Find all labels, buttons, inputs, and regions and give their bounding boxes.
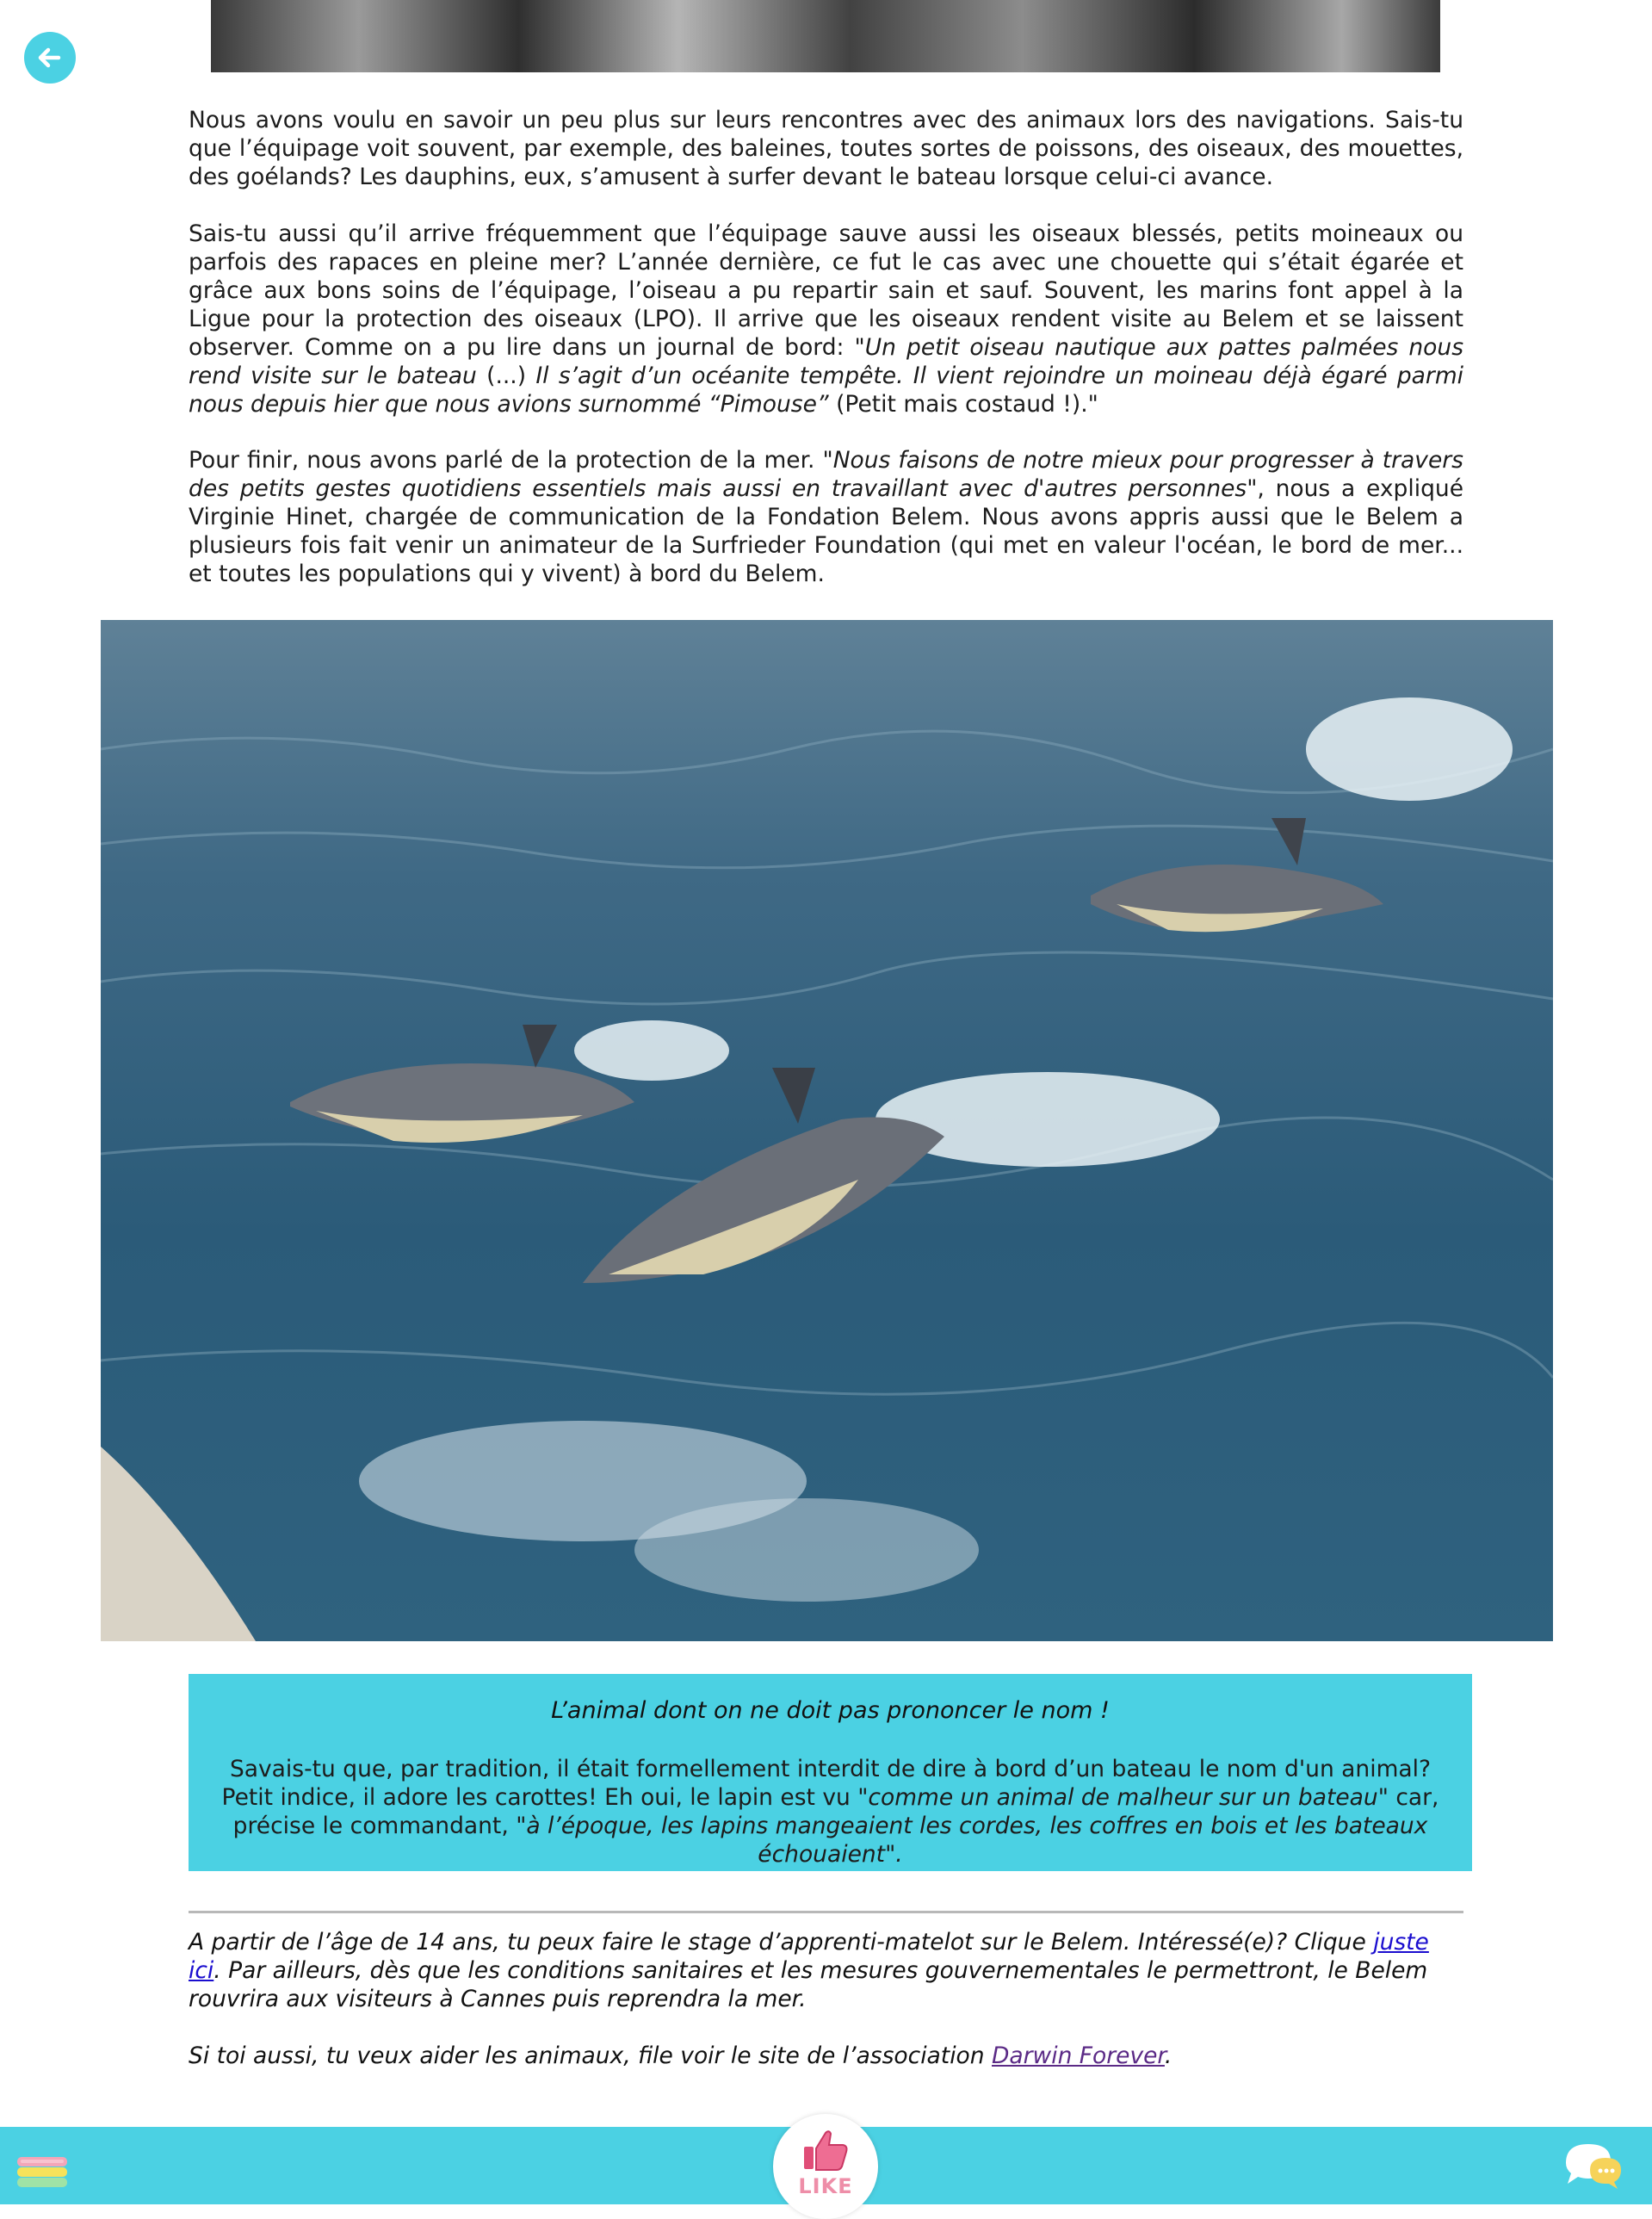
thumbs-up-icon <box>802 2129 849 2173</box>
note-text: A partir de l’âge de 14 ans, tu peux faire le stage d’apprenti-matelot sur le Belem. Intéressé(e)? Clique <box>189 1929 1374 1956</box>
article-paragraph-encounters <box>189 106 1463 191</box>
juste-ici-link[interactable]: juste ici <box>189 1929 1429 1984</box>
callout-text: car, précise le commandant, <box>232 1784 1439 1839</box>
arrow-left-icon <box>33 40 67 75</box>
note-text: . <box>1164 2042 1172 2069</box>
note-text: Si toi aussi, tu veux aider les animaux, file voir le site de l’association <box>189 2042 992 2069</box>
chat-bubbles-icon[interactable] <box>1561 2139 1623 2191</box>
logbook-quote: Un petit oiseau nautique aux pattes palmées nous rend visite sur le bateau <box>189 334 1464 389</box>
like-button[interactable] <box>773 2114 878 2219</box>
footer-notes <box>189 1928 1463 2070</box>
callout-text: Savais-tu que, par tradition, il était formellement interdit de dire à bord d’un bateau le nom d'un animal? Petit indice, il adore les carottes! Eh oui, le lapin est vu <box>221 1756 1432 1811</box>
rabbit-callout-box <box>189 1674 1472 1871</box>
callout-quote: "comme un animal de malheur sur un bateau" <box>857 1784 1389 1811</box>
paragraph-text: Nous avons voulu en savoir un peu plus sur leurs rencontres avec des animaux lors des navigations. Sais-tu que l’équipage voit souvent, par exemple, des baleines, toutes sortes de poissons, des oiseaux, des mouettes, des goélands? Les dauphins, eux, s’amusent à surfer devant le bateau lorsque celui-ci avance. <box>189 107 1463 190</box>
top-photo-strip <box>211 0 1440 72</box>
paragraph-text: , nous a expliqué Virginie Hinet, chargée de communication de la Fondation Belem. Nous avons appris aussi que le Belem a plusieurs fois fait venir un animateur de la Surfrieder Foundation (qui met en valeur l'océan, le bord de mer... et toutes les populations qui y vivent) à bord du Belem. <box>189 475 1464 587</box>
darwin-forever-link[interactable]: Darwin Forever <box>992 2042 1165 2069</box>
article-paragraph-protection <box>189 446 1463 588</box>
paragraph-text: Sais-tu aussi qu’il arrive fréquemment que l’équipage sauve aussi les oiseaux blessés, petits moineaux ou parfois des rapaces en pleine mer? L’année dernière, ce fut le cas avec une chouette qui s’était égarée et grâce aux bons soins de l’équipage, l’oiseau a pu repartir sain et sauf. Souvent, les marins font appel à la Ligue pour la protection des oiseaux (LPO). Il arrive que les oiseaux rendent visite au Belem et se laissent observer. Comme on a pu lire dans un journal de bord: " <box>189 220 1463 361</box>
dolphins-photo <box>101 620 1553 1641</box>
logbook-quote: Il s’agit d’un océanite tempête. Il vient rejoindre un moineau déjà égaré parmi nous depuis hier que nous avions surnommé “Pimouse” <box>189 363 1463 418</box>
apprentice-note <box>189 1928 1463 2013</box>
note-text: . Par ailleurs, dès que les conditions sanitaires et les mesures gouvernementales le permettront, le Belem rouvrira aux visiteurs à Cannes puis reprendra la mer. <box>189 1957 1428 2012</box>
callout-body <box>220 1755 1441 1869</box>
menu-icon[interactable] <box>15 2155 71 2190</box>
callout-title: L’animal dont on ne doit pas prononcer le nom ! <box>551 1697 1110 1724</box>
paragraph-text: (Petit mais costaud !)." <box>828 391 1098 418</box>
paragraph-text: (...) <box>476 363 536 389</box>
paragraph-text: Pour finir, nous avons parlé de la protection de la mer. <box>189 447 823 474</box>
callout-quote: "à l’époque, les lapins mangeaient les cordes, les coffres en bois et les bateaux échouaient". <box>516 1813 1428 1868</box>
association-note <box>189 2042 1463 2070</box>
article-paragraph-birds <box>189 220 1463 418</box>
section-divider <box>189 1911 1463 1913</box>
back-button[interactable] <box>24 32 76 84</box>
interview-quote: "Nous faisons de notre mieux pour progresser à travers des petits gestes quotidiens essentiels mais aussi en travaillant avec d'autres personnes" <box>189 447 1463 502</box>
like-label: LIKE <box>798 2174 853 2198</box>
